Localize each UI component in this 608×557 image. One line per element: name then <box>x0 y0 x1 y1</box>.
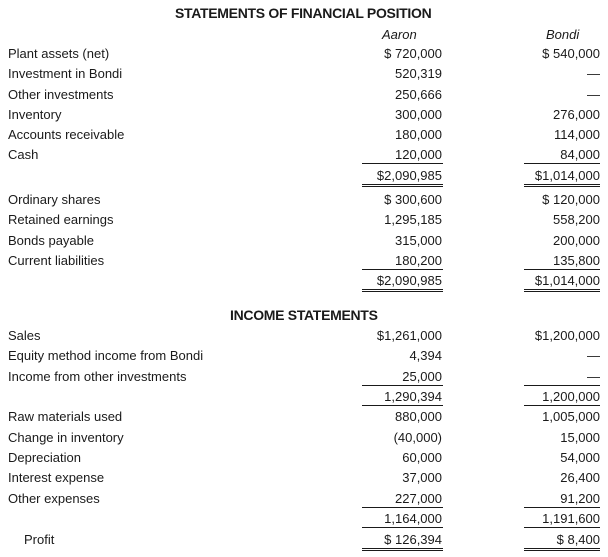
sfp-row-bonds-payable <box>0 231 608 251</box>
is-row-expense-subtotal <box>0 509 608 529</box>
value-aaron: 180,000 <box>395 127 442 142</box>
row-label: Plant assets (net) <box>8 46 110 61</box>
value-aaron: $ 720,000 <box>384 46 442 61</box>
is-row-raw-materials <box>0 407 608 427</box>
sfp-title: STATEMENTS OF FINANCIAL POSITION <box>175 5 432 21</box>
value-bondi: 558,200 <box>553 212 600 227</box>
subtotal-bondi: 1,200,000 <box>524 389 600 406</box>
sfp-row-inventory <box>0 105 608 125</box>
row-label: Other investments <box>8 87 114 102</box>
row-label: Retained earnings <box>8 212 114 227</box>
row-label: Sales <box>8 328 41 343</box>
is-title: INCOME STATEMENTS <box>230 307 378 323</box>
value-bondi: — <box>524 369 600 386</box>
value-aaron: (40,000) <box>393 430 442 445</box>
is-row-income-other-investments <box>0 367 608 387</box>
value-bondi: — <box>587 87 600 102</box>
row-label: Current liabilities <box>8 253 105 268</box>
sfp-row-retained-earnings <box>0 210 608 230</box>
subtotal-bondi: 1,191,600 <box>524 511 600 528</box>
subtotal-aaron: 1,164,000 <box>362 511 443 528</box>
value-bondi: 26,400 <box>560 470 600 485</box>
total-bondi: $1,014,000 <box>524 273 600 292</box>
is-row-interest-expense <box>0 468 608 488</box>
column-header-bondi: Bondi <box>546 27 580 42</box>
value-bondi: 91,200 <box>524 491 600 508</box>
value-bondi: 1,005,000 <box>542 409 600 424</box>
value-bondi: 54,000 <box>560 450 600 465</box>
is-row-change-inventory <box>0 428 608 448</box>
value-bondi: $ 120,000 <box>542 192 600 207</box>
value-aaron: 4,394 <box>409 348 442 363</box>
is-row-other-expenses <box>0 489 608 509</box>
value-aaron: $ 300,600 <box>384 192 442 207</box>
total-aaron: $2,090,985 <box>362 168 443 187</box>
value-bondi: 200,000 <box>553 233 600 248</box>
row-label: Investment in Bondi <box>8 66 123 81</box>
value-aaron: 180,200 <box>362 253 443 270</box>
value-bondi: 114,000 <box>553 127 600 142</box>
row-label: Interest expense <box>8 470 105 485</box>
column-header-aaron: Aaron <box>382 27 417 42</box>
is-row-depreciation <box>0 448 608 468</box>
row-label: Raw materials used <box>8 409 123 424</box>
total-aaron: $2,090,985 <box>362 273 443 292</box>
sfp-row-total-assets <box>0 166 608 186</box>
value-bondi: 15,000 <box>560 430 600 445</box>
value-bondi: 276,000 <box>553 107 600 122</box>
value-aaron: $1,261,000 <box>376 328 442 343</box>
value-bondi: 84,000 <box>524 147 600 164</box>
value-aaron: 120,000 <box>362 147 443 164</box>
value-bondi: 135,800 <box>524 253 600 270</box>
row-label: Profit <box>24 532 55 547</box>
value-aaron: 250,666 <box>395 87 442 102</box>
profit-aaron: $ 126,394 <box>362 532 443 551</box>
row-label: Depreciation <box>8 450 81 465</box>
value-aaron: 520,319 <box>395 66 442 81</box>
value-aaron: 315,000 <box>395 233 442 248</box>
row-label: Change in inventory <box>8 430 124 445</box>
is-row-profit <box>0 530 608 550</box>
sfp-row-plant-assets <box>0 44 608 64</box>
row-label: Ordinary shares <box>8 192 101 207</box>
value-bondi: — <box>587 348 600 363</box>
subtotal-aaron: 1,290,394 <box>362 389 443 406</box>
row-label: Bonds payable <box>8 233 95 248</box>
value-bondi: $1,200,000 <box>534 328 600 343</box>
row-label: Equity method income from Bondi <box>8 348 204 363</box>
row-label: Cash <box>8 147 39 162</box>
value-aaron: 227,000 <box>362 491 443 508</box>
sfp-row-investment-bondi <box>0 64 608 84</box>
value-bondi: — <box>587 66 600 81</box>
total-bondi: $1,014,000 <box>524 168 600 187</box>
value-aaron: 1,295,185 <box>384 212 442 227</box>
row-label: Income from other investments <box>8 369 187 384</box>
value-bondi: $ 540,000 <box>542 46 600 61</box>
row-label: Inventory <box>8 107 62 122</box>
value-aaron: 25,000 <box>362 369 443 386</box>
value-aaron: 880,000 <box>395 409 442 424</box>
sfp-row-ordinary-shares <box>0 190 608 210</box>
sfp-row-accounts-receivable <box>0 125 608 145</box>
sfp-row-cash <box>0 145 608 165</box>
value-aaron: 37,000 <box>402 470 442 485</box>
is-row-sales <box>0 326 608 346</box>
sfp-row-current-liabilities <box>0 251 608 271</box>
row-label: Accounts receivable <box>8 127 125 142</box>
profit-bondi: $ 8,400 <box>524 532 600 551</box>
row-label: Other expenses <box>8 491 100 506</box>
sfp-row-total-equity-liabilities <box>0 271 608 291</box>
value-aaron: 60,000 <box>402 450 442 465</box>
sfp-row-other-investments <box>0 85 608 105</box>
is-row-equity-method-income <box>0 346 608 366</box>
value-aaron: 300,000 <box>395 107 442 122</box>
is-row-revenue-subtotal <box>0 387 608 407</box>
